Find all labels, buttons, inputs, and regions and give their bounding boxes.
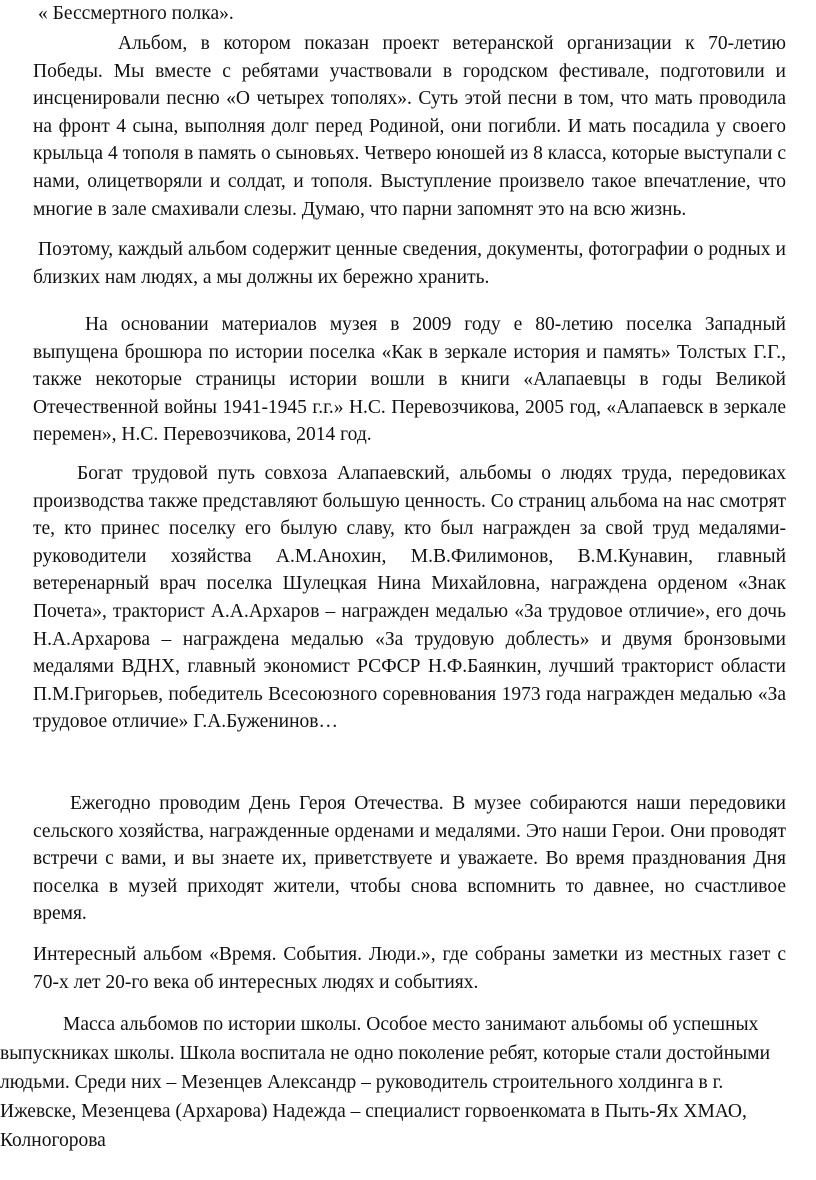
- paragraph-heading-fragment: « Бессмертного полка».: [38, 3, 234, 24]
- paragraph-album-veterans: Альбом, в котором показан проект ветеранской организации к 70-летию Победы. Мы вместе с ребятами участвовали в городском фестивале, подготовили и инсценировали песню «О четырех тополях». Суть этой песни в том, что мать проводила на фронт 4 сына, выполняя долг перед Родиной, они погибли. И мать посадила у своего крыльца 4 тополя в память о сыновьях. Четверо юношей из 8 класса, которые выступали с нами, олицетворяли и солдат, и тополя. Выступление произвело такое впечатление, что многие в зале смахивали слезы. Думаю, что парни запомнят это на всю жизнь.: [33, 33, 786, 220]
- paragraph-sovkhoz-labor: Богат трудовой путь совхоза Алапаевский, альбомы о людях труда, передовиках производства также представляют большую ценность. Со страниц альбома на нас смотрят те, кто принес поселку его былую славу, кто был награжден за свой труд медалями- руководители хозяйства А.М.Анохин, М.В.Филимонов, В.М.Кунавин, главный ветеренарный врач поселка Шулецкая Нина Михайловна, награждена орденом «Знак Почета», тракторист А.А.Архаров – награжден медалью «За трудовое отличие», его дочь Н.А.Архарова – награждена медалью «За трудовую доблесть» и двумя бронзовыми медалями ВДНХ, главный экономист РСФСР Н.Ф.Баянкин, лучший тракторист области П.М.Григорьев, победитель Всесоюзного соревнования 1973 года награжден медалью «За трудовое отличие» Г.А.Буженинов…: [33, 463, 786, 733]
- paragraph-time-events-album: Интересный альбом «Время. События. Люди.», где собраны заметки из местных газет с 70-х лет 20-го века об интересных людях и событиях.: [33, 944, 786, 993]
- paragraph-album-value: Поэтому, каждый альбом содержит ценные сведения, документы, фотографии о родных и близких нам людях, а мы должны их бережно хранить.: [33, 239, 786, 288]
- paragraph-hero-day: Ежегодно проводим День Героя Отечества. В музее собираются наши передовики сельского хозяйства, награжденные орденами и медалями. Это наши Герои. Они проводят встречи с вами, и вы знаете их, приветствуете и уважаете. Во время празднования Дня поселка в музей приходят жители, чтобы снова вспомнить то давнее, но счастливое время.: [33, 793, 786, 925]
- paragraph-museum-materials: На основании материалов музея в 2009 году е 80-летию поселка Западный выпущена брошюра по истории поселка «Как в зеркале история и память» Толстых Г.Г., также некоторые страницы истории вошли в книги «Алапаевцы в годы Великой Отечественной войны 1941-1945 г.г.» Н.С. Перевозчикова, 2005 год, «Алапаевск в зеркале перемен», Н.С. Перевозчикова, 2014 год.: [33, 314, 786, 446]
- paragraph-school-albums: Масса альбомов по истории школы. Особое место занимают альбомы об успешных выпускниках школы. Школа воспитала не одно поколение ребят, которые стали достойными людьми. Среди них – Мезенцев Александр – руководитель строительного холдинга в г. Ижевске, Мезенцева (Архарова) Надежда – специалист горвоенкомата в Пыть-Ях ХМАО, Колногорова: [0, 1014, 771, 1151]
